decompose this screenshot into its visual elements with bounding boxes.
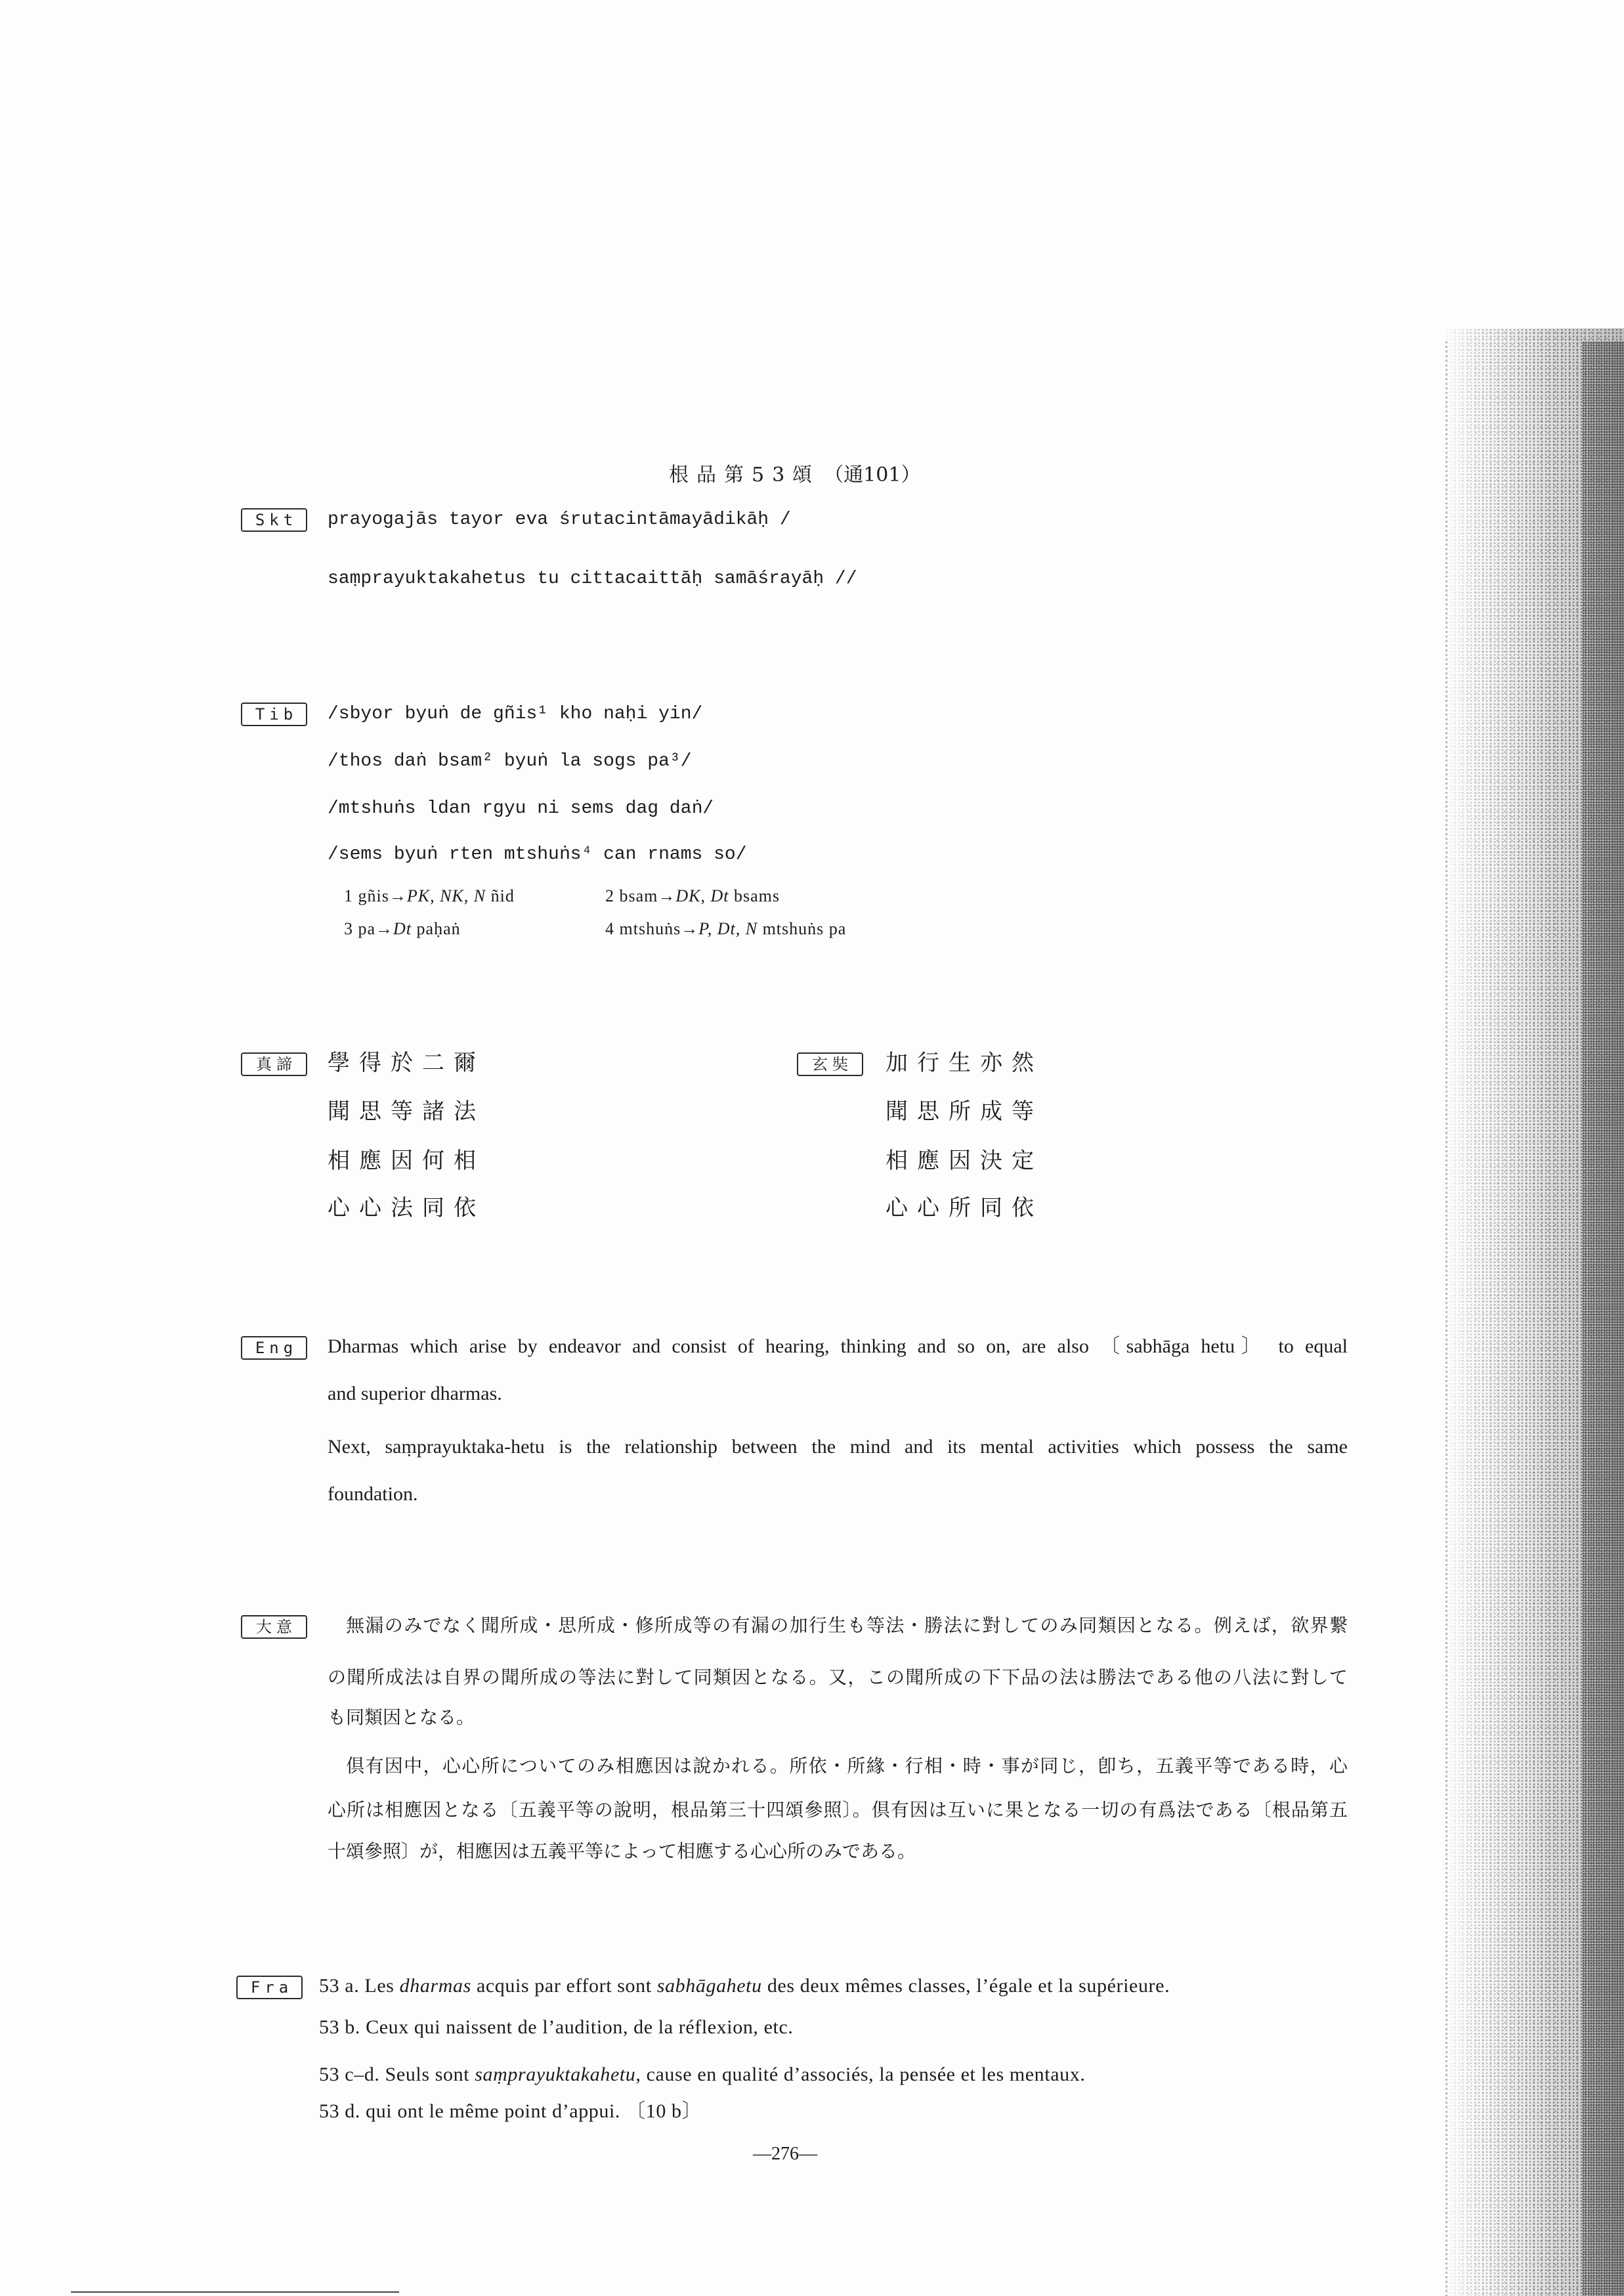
- note-reading: ñid: [490, 886, 515, 905]
- note-sigla: P, Dt, N: [698, 919, 758, 938]
- fra-text: 53 a. Les: [319, 1975, 400, 1997]
- summary-line: も同類因となる。: [328, 1706, 475, 1728]
- section-label-paramartha: 真諦: [241, 1052, 307, 1076]
- scan-edge-line: [1445, 341, 1447, 2296]
- section-label-summary: 大意: [241, 1615, 307, 1639]
- note-word: mtshuṅs: [619, 919, 681, 938]
- eng-line: and superior dharmas.: [328, 1383, 502, 1404]
- fra-text: 53 c–d. Seuls sont: [319, 2064, 475, 2085]
- note-reading: bsams: [734, 886, 780, 905]
- fra-term: saṃprayuktakahetu: [475, 2064, 636, 2085]
- fra-term: dharmas: [399, 1975, 471, 1997]
- tib-note: [344, 886, 515, 906]
- tib-line: /sems byuṅ rten mtshuṅs⁴ can rnams so/: [328, 844, 747, 865]
- verse-title-number: （通101）: [824, 464, 921, 487]
- arrow-icon: →: [681, 919, 699, 938]
- tib-line: /thos daṅ bsam² byuṅ la sogs pa³/: [328, 751, 692, 771]
- summary-line: 十頌參照〕が，相應因は五義平等によって相應する心心所のみである。: [328, 1840, 916, 1862]
- note-number: 4: [605, 919, 614, 938]
- fra-text: des deux mêmes classes, l’égale et la supérieure.: [761, 1975, 1170, 1997]
- paramartha-verse-line: 學得於二爾: [328, 1050, 485, 1076]
- fra-text: , cause en qualité d’associés, la pensée et les mentaux.: [635, 2064, 1086, 2085]
- fra-text: acquis par effort sont: [471, 1975, 657, 1997]
- fra-text: 53 d. qui ont le même point d’appui. 〔10 b〕: [319, 2100, 702, 2122]
- bottom-rule: [71, 2291, 399, 2293]
- summary-line: の聞所成法は自界の聞所成の等法に對して同類因となる。又，この聞所成の下下品の法は勝法である他の八法に對して: [328, 1666, 1348, 1688]
- xuanzang-verse-line: 加行生亦然: [886, 1050, 1043, 1076]
- note-word: gñis: [358, 886, 389, 905]
- fra-term: sabhāgahetu: [656, 1975, 762, 1997]
- note-number: 3: [344, 919, 353, 938]
- summary-line: 倶有因中，心心所についてのみ相應因は說かれる。所依・所緣・行相・時・事が同じ，卽ち，五義平等である時，心: [346, 1755, 1348, 1777]
- paramartha-verse-line: 心心法同依: [328, 1195, 485, 1221]
- fra-line: [319, 2100, 702, 2123]
- eng-line: Next, saṃprayuktaka-hetu is the relationship between the mind and its mental activities which possess the same: [328, 1436, 1348, 1458]
- note-reading: mtshuṅs pa: [762, 919, 847, 938]
- note-number: 2: [605, 886, 614, 905]
- arrow-icon: →: [658, 886, 676, 905]
- note-sigla: PK, NK, N: [406, 886, 486, 905]
- fra-line: [319, 2016, 793, 2039]
- tib-note: [605, 919, 846, 939]
- scan-edge-dark-band: [1582, 341, 1624, 2296]
- note-sigla: DK, Dt: [675, 886, 729, 905]
- note-word: bsam: [619, 886, 658, 905]
- tib-line: /sbyor byuṅ de gñis¹ kho naḥi yin/: [328, 704, 703, 724]
- fra-line: [319, 1974, 1170, 1998]
- section-label-skt: Skt: [241, 508, 307, 532]
- arrow-icon: →: [389, 886, 407, 905]
- tib-note: [344, 919, 461, 939]
- fra-text: 53 b. Ceux qui naissent de l’audition, de la réflexion, etc.: [319, 2016, 794, 2038]
- summary-line: 心所は相應因となる〔五義平等の說明，根品第三十四頌參照〕。倶有因は互いに果となる一切の有爲法である〔根品第五: [328, 1799, 1348, 1821]
- xuanzang-verse-line: 心心所同依: [886, 1195, 1043, 1221]
- eng-line: foundation.: [328, 1483, 418, 1505]
- tib-line: /mtshuṅs ldan rgyu ni sems dag daṅ/: [328, 798, 714, 819]
- note-sigla: Dt: [393, 919, 412, 938]
- note-reading: paḥaṅ: [416, 919, 461, 938]
- paramartha-verse-line: 聞思等諸法: [328, 1098, 485, 1125]
- page-number: —276—: [753, 2144, 817, 2164]
- note-number: 1: [344, 886, 353, 905]
- paramartha-verse-line: 相應因何相: [328, 1148, 485, 1174]
- arrow-icon: →: [375, 919, 394, 938]
- skt-line: prayogajās tayor eva śrutacintāmayādikāḥ /: [328, 509, 791, 530]
- verse-title-main: 根品第53頌: [669, 464, 821, 487]
- section-label-tib: Tib: [241, 703, 307, 726]
- eng-line: Dharmas which arise by endeavor and consist of hearing, thinking and so on, are also 〔sabhāga hetu〕 to equal: [328, 1335, 1348, 1357]
- note-word: pa: [358, 919, 376, 938]
- section-label-xuanzang: 玄奘: [797, 1052, 863, 1076]
- fra-line: [319, 2063, 1085, 2087]
- skt-line: saṃprayuktakahetus tu cittacaittāḥ samāśrayāḥ //: [328, 569, 857, 589]
- section-label-eng: Eng: [241, 1336, 307, 1360]
- xuanzang-verse-line: 聞思所成等: [886, 1098, 1043, 1125]
- tib-note: [605, 886, 780, 906]
- section-label-fra: Fra: [236, 1976, 303, 1999]
- verse-title: [669, 464, 920, 487]
- summary-line: 無漏のみでなく聞所成・思所成・修所成等の有漏の加行生も等法・勝法に對してのみ同類因となる。例えば，欲界繋: [346, 1614, 1348, 1636]
- xuanzang-verse-line: 相應因決定: [886, 1148, 1043, 1174]
